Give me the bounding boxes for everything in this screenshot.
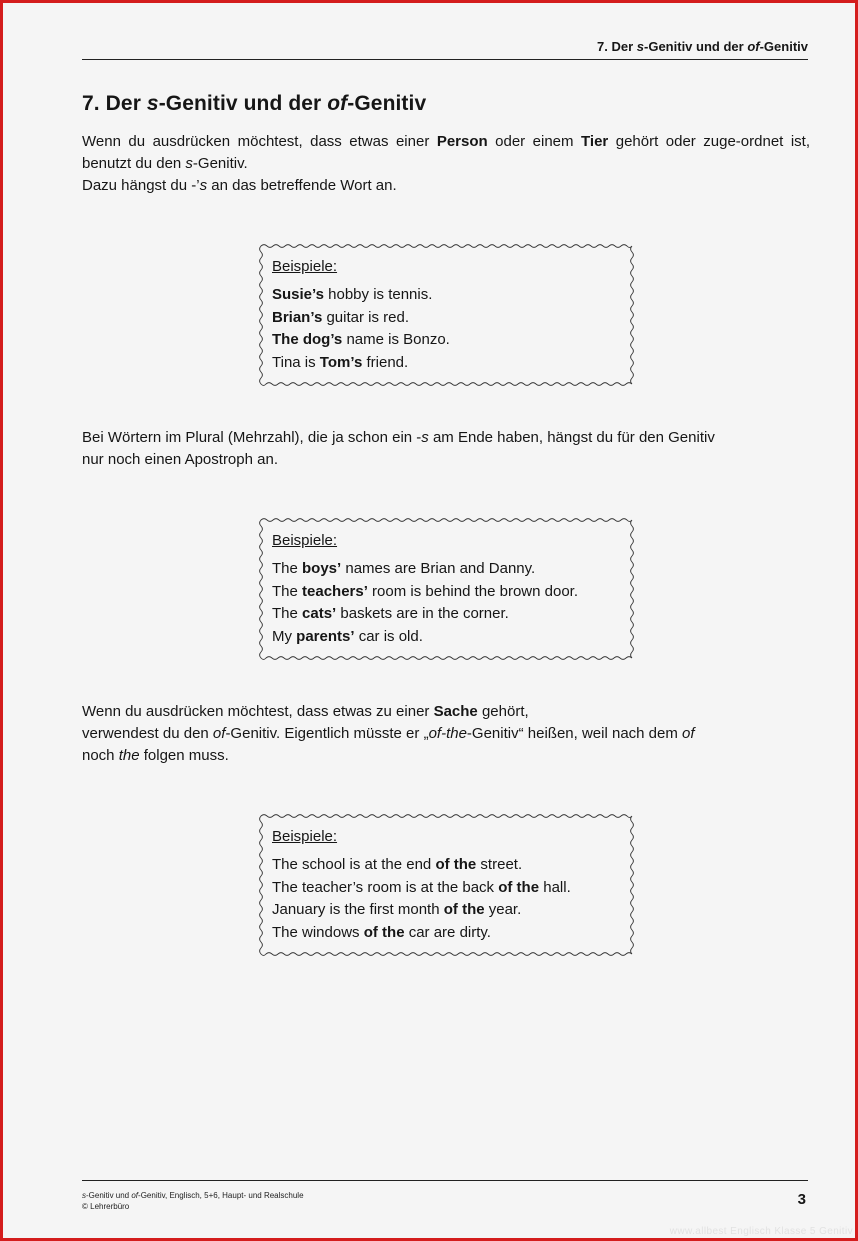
text-run: My	[272, 627, 297, 645]
plural-paragraph	[82, 427, 810, 471]
text-run: Wenn du ausdrücken möchtest, dass etwas einer	[82, 133, 437, 150]
text-run: The windows	[272, 923, 364, 941]
text-run: -Genitiv, Englisch, 5+6, Haupt- und Realschule	[138, 1191, 304, 1200]
text-run: of the	[363, 923, 405, 941]
title-part: of	[327, 92, 348, 115]
page-title	[82, 92, 426, 116]
text-run: folgen muss.	[139, 747, 229, 764]
running-header-part: -Genitiv	[759, 39, 808, 54]
text-run: hobby is tennis.	[323, 286, 433, 303]
text-run: -Genitiv und	[86, 1191, 132, 1200]
footer-line	[82, 1190, 304, 1201]
of-genitive-paragraph	[82, 701, 810, 767]
footer-credits	[82, 1190, 304, 1212]
example-box-title: Beispiele:	[272, 532, 338, 549]
text-run: of the	[443, 901, 485, 918]
text-run: Bei Wörtern im Plural (Mehrzahl), die ja schon ein -	[82, 429, 422, 446]
text-run: -Genitiv.	[192, 155, 248, 172]
title-part: -Genitiv und der	[158, 92, 328, 115]
text-run: guitar is red.	[322, 308, 410, 326]
text-run: baskets are in the corner.	[336, 605, 509, 622]
text-run: teachers’	[302, 582, 368, 600]
running-header-part: of	[747, 39, 760, 54]
example-box-title: Beispiele:	[272, 828, 338, 845]
running-header-part: 7. Der	[597, 39, 637, 54]
text-run: The teacher’s room is at the back	[272, 878, 499, 896]
header-divider	[82, 59, 808, 60]
text-run: names are Brian and Danny.	[341, 560, 536, 577]
example-line	[272, 626, 578, 649]
running-header-part: s	[636, 39, 645, 54]
text-run: Susie’s	[272, 286, 324, 303]
text-run: am Ende haben, hängst du für den Genitiv	[428, 429, 715, 446]
title-part: 7. Der	[82, 92, 147, 115]
text-run: room is behind the brown door.	[367, 582, 579, 600]
page-number: 3	[797, 1191, 806, 1208]
text-run: Sache	[433, 703, 478, 720]
example-box-of-genitive	[259, 814, 634, 956]
text-run: nur noch einen Apostroph an.	[82, 451, 278, 468]
running-header	[597, 39, 808, 54]
text-run: of-the	[428, 725, 467, 742]
text-run: Dazu hängst du -’	[82, 177, 200, 194]
text-run: street.	[476, 856, 523, 873]
text-run: s	[185, 155, 193, 172]
text-run: car are dirty.	[404, 923, 491, 941]
text-run: gehört oder zuge-ordnet ist, benutzt du den	[82, 133, 810, 172]
example-line	[272, 307, 450, 330]
text-run: oder einem	[487, 133, 582, 150]
text-run: parents’	[296, 627, 355, 645]
text-run: gehört,	[477, 703, 529, 720]
example-line	[272, 877, 571, 900]
text-run: friend.	[362, 353, 409, 371]
running-header-part: -Genitiv und der	[644, 39, 748, 54]
text-run: name is Bonzo.	[342, 331, 450, 348]
text-run: January is the first month	[272, 901, 444, 918]
text-run: -Genitiv“ heißen, weil nach dem	[466, 725, 683, 742]
text-run: Tina is	[272, 353, 320, 371]
text-run: verwendest du den	[82, 725, 213, 742]
text-run: Tier	[581, 133, 609, 150]
text-run: of	[682, 725, 695, 742]
text-run: The	[272, 605, 303, 622]
text-run: hall.	[539, 878, 571, 896]
text-run: of	[212, 725, 226, 742]
text-run: of	[131, 1191, 139, 1200]
text-run: cats’	[302, 605, 337, 622]
watermark: www.allbest Englisch Klasse 5 Genitiv	[669, 1226, 853, 1237]
example-line	[272, 284, 450, 307]
text-run: Person	[436, 133, 488, 150]
text-run: The	[272, 560, 303, 577]
example-line	[272, 558, 578, 581]
text-run: Tom’s	[319, 353, 363, 371]
text-run: Brian’s	[272, 308, 323, 326]
example-line	[272, 922, 571, 945]
text-run: boys’	[302, 560, 342, 577]
text-run: noch	[82, 747, 119, 764]
text-run: The	[272, 582, 303, 600]
text-run: of the	[435, 856, 477, 873]
example-line	[272, 854, 571, 877]
example-line	[272, 352, 450, 375]
text-run: an das betreffende Wort an.	[207, 177, 397, 194]
text-run: The school is at the end	[272, 856, 436, 873]
example-line	[272, 899, 571, 922]
example-line	[272, 603, 578, 626]
title-part: -Genitiv	[347, 92, 427, 115]
example-box-s-genitive	[259, 244, 634, 386]
footer-line: © Lehrerbüro	[82, 1202, 130, 1211]
text-run: of the	[498, 878, 540, 896]
footer-divider	[82, 1180, 808, 1181]
example-line	[272, 329, 450, 352]
text-run: s	[199, 177, 208, 194]
text-run: -Genitiv. Eigentlich müsste er „	[225, 725, 429, 742]
text-run: s	[421, 429, 429, 446]
intro-paragraph	[82, 131, 810, 197]
text-run: s	[82, 1191, 86, 1200]
example-line	[272, 581, 578, 604]
text-run: The dog’s	[272, 331, 343, 348]
text-run: the	[118, 747, 140, 764]
text-run: year.	[484, 901, 522, 918]
title-part: s	[146, 92, 159, 115]
example-box-title: Beispiele:	[272, 258, 338, 275]
example-box-plural	[259, 518, 634, 660]
text-run: car is old.	[354, 627, 423, 645]
text-run: Wenn du ausdrücken möchtest, dass etwas zu einer	[82, 703, 434, 720]
